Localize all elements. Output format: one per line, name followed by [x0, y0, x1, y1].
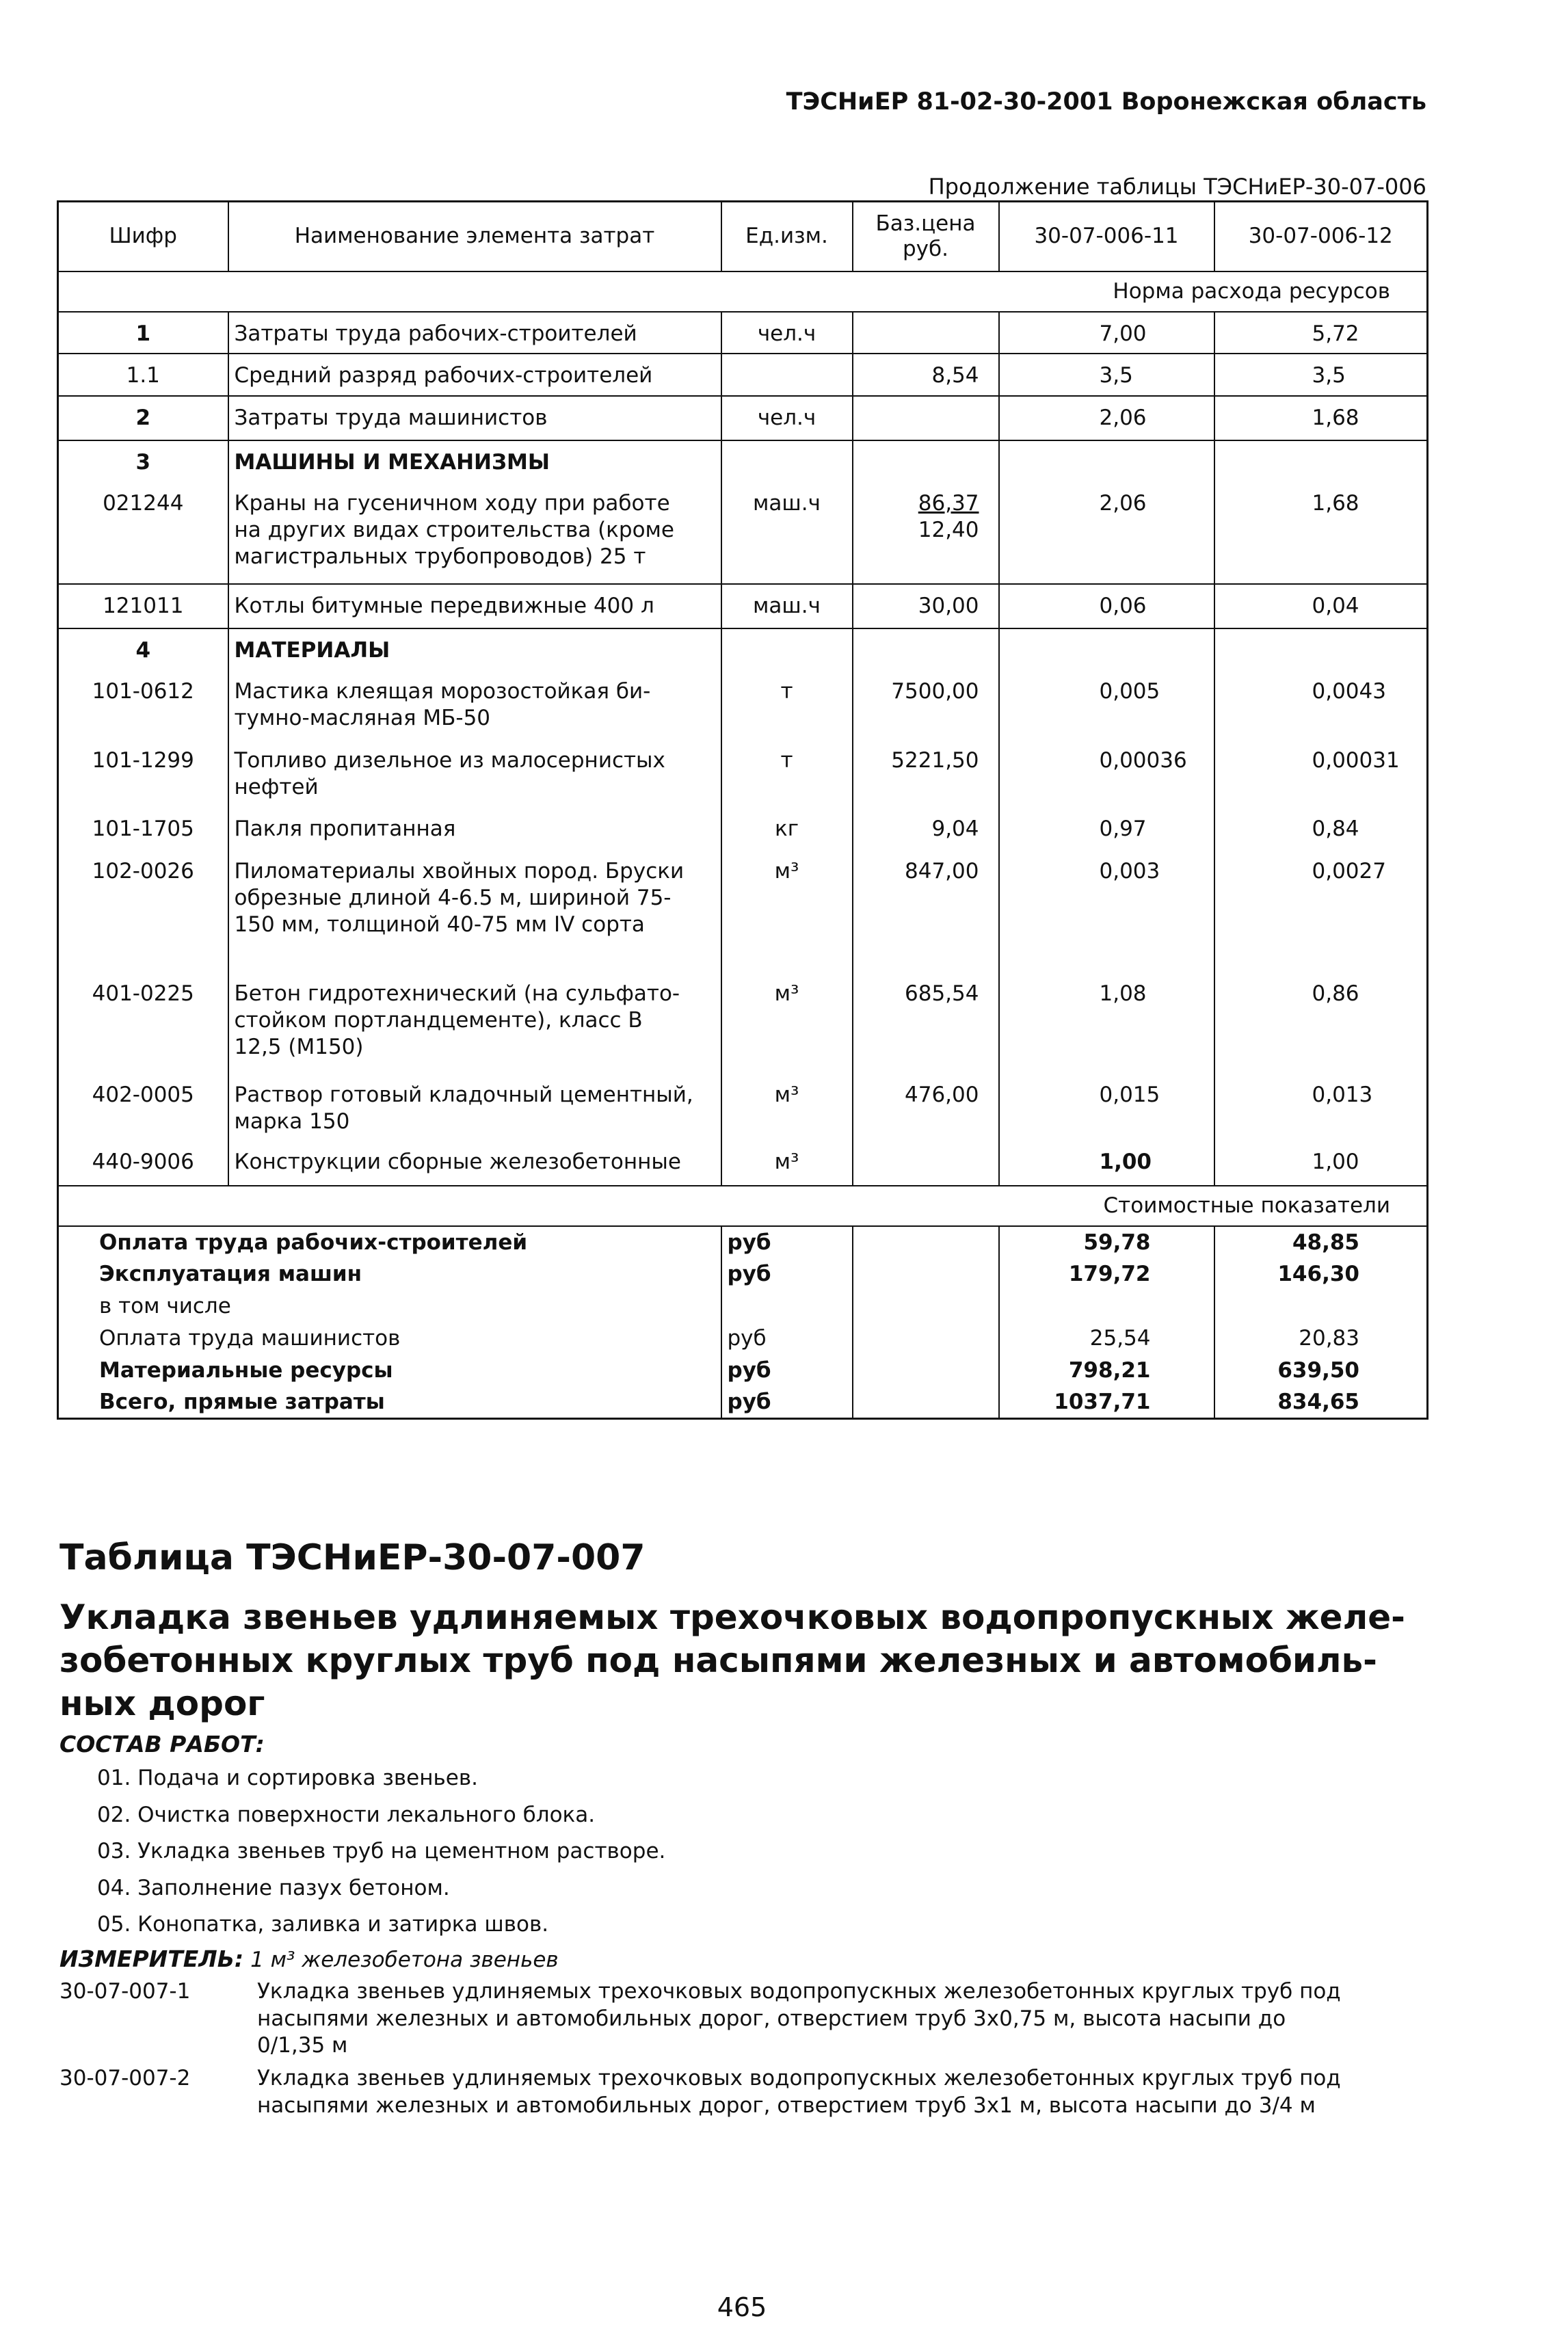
row-code: 1.1	[58, 354, 228, 396]
row-value-12	[1214, 628, 1428, 670]
column-header-unit	[721, 202, 853, 271]
norm-item-code: 30-07-007-1	[59, 1979, 191, 2004]
row-value-12: 5,72	[1214, 312, 1428, 354]
row-name-line: Затраты труда рабочих-строителей	[234, 321, 637, 346]
row-value-11	[999, 628, 1214, 670]
norm-item-description	[257, 1978, 1341, 2060]
row-code: 1	[58, 312, 228, 354]
section-title	[59, 1596, 1405, 1725]
row-unit	[721, 440, 853, 482]
row-code: 102-0026	[58, 850, 228, 972]
row-base-price-line: 685,54	[905, 981, 979, 1006]
row-name-line: магистральных трубопроводов) 25 т	[234, 544, 646, 569]
row-name-line: обрезные длиной 4-6.5 м, шириной 75-	[234, 885, 672, 910]
row-name	[228, 739, 721, 808]
column-header-label: 30-07-006-11	[1034, 224, 1179, 249]
row-unit: чел.ч	[721, 396, 853, 440]
cost-value-11: 25,54	[999, 1323, 1214, 1355]
row-base-price-line: 86,37	[918, 490, 979, 516]
resource-row	[58, 739, 1428, 808]
row-base-price-line: 847,00	[905, 858, 979, 884]
row-code: 440-9006	[58, 1141, 228, 1186]
row-code: 101-0612	[58, 670, 228, 739]
row-name-line: Пиломатериалы хвойных пород. Бруски	[234, 858, 685, 884]
cost-label: Оплата труда рабочих-строителей	[58, 1226, 721, 1258]
row-value-11: 7,00	[999, 312, 1214, 354]
row-name-line: нефтей	[234, 774, 319, 799]
resource-row	[58, 670, 1428, 739]
row-base-price-line: 7500,00	[891, 678, 979, 704]
row-name	[228, 1141, 721, 1186]
cost-section-label: Стоимостные показатели	[58, 1186, 1428, 1226]
column-header-label: 30-07-006-12	[1248, 224, 1393, 249]
row-base-price-line: 9,04	[931, 816, 979, 841]
work-item: 02. Очистка поверхности лекального блока.	[97, 1802, 596, 1827]
row-base-price	[853, 354, 999, 396]
row-code: 101-1299	[58, 739, 228, 808]
row-name-line: Бетон гидротехнический (на сульфато-	[234, 981, 680, 1006]
resource-row	[58, 972, 1428, 1074]
cost-value-12: 20,83	[1214, 1323, 1428, 1355]
row-name-line: Затраты труда машинистов	[234, 405, 548, 430]
row-unit: т	[721, 670, 853, 739]
column-header-norm-12	[1214, 202, 1428, 271]
cost-value-11: 59,78	[999, 1226, 1214, 1258]
cost-value-11: 798,21	[999, 1355, 1214, 1387]
section-row	[58, 628, 1428, 670]
row-value-11: 0,06	[999, 584, 1214, 628]
norm-item-description-line: Укладка звеньев удлиняемых трехочковых водопропускных железобетонных круглых труб под	[257, 2066, 1341, 2091]
row-name	[228, 972, 721, 1074]
row-base-price	[853, 972, 999, 1074]
cost-base-price	[853, 1355, 999, 1387]
row-name-line: МАТЕРИАЛЫ	[234, 637, 390, 663]
row-name	[228, 808, 721, 850]
section-title-line: зобетонных круглых труб под насыпями железных и автомобиль-	[59, 1641, 1377, 1680]
row-value-12: 0,0027	[1214, 850, 1428, 972]
norm-item-description-line: насыпями железных и автомобильных дорог, отверстием труб 3х1 м, высота насыпи до 3/4 м	[257, 2093, 1316, 2118]
row-value-11: 2,06	[999, 396, 1214, 440]
row-value-12: 1,68	[1214, 396, 1428, 440]
cost-value-12: 48,85	[1214, 1226, 1428, 1258]
resource-row	[58, 312, 1428, 354]
resource-row	[58, 850, 1428, 972]
row-base-price	[853, 739, 999, 808]
row-name-line: МАШИНЫ И МЕХАНИЗМЫ	[234, 449, 550, 475]
row-base-price-line: 5221,50	[891, 747, 979, 773]
cost-unit: руб	[721, 1226, 853, 1258]
row-code: 021244	[58, 482, 228, 584]
row-name-line: 150 мм, толщиной 40-75 мм IV сорта	[234, 912, 645, 937]
row-unit: м³	[721, 972, 853, 1074]
row-name	[228, 440, 721, 482]
measure-unit-label: ИЗМЕРИТЕЛЬ:	[59, 1946, 244, 1972]
row-name-line: тумно-масляная МБ-50	[234, 705, 491, 730]
row-value-12: 0,86	[1214, 972, 1428, 1074]
norm-item-code: 30-07-007-2	[59, 2066, 191, 2091]
page-number: 465	[717, 2292, 767, 2322]
cost-unit	[721, 1290, 853, 1323]
row-name	[228, 1074, 721, 1141]
row-unit	[721, 628, 853, 670]
row-value-12: 1,68	[1214, 482, 1428, 584]
row-name-line: Пакля пропитанная	[234, 816, 456, 841]
row-value-11: 3,5	[999, 354, 1214, 396]
resource-row	[58, 396, 1428, 440]
section-row	[58, 440, 1428, 482]
cost-value-12: 146,30	[1214, 1258, 1428, 1290]
row-code: 402-0005	[58, 1074, 228, 1141]
cost-unit: руб	[721, 1258, 853, 1290]
row-value-11: 0,00036	[999, 739, 1214, 808]
cost-value-11: 179,72	[999, 1258, 1214, 1290]
cost-label: Всего, прямые затраты	[58, 1387, 721, 1419]
measure-unit-value: 1 м³ железобетона звеньев	[250, 1948, 559, 1972]
row-base-price-line: 12,40	[918, 517, 979, 542]
norm-item-description	[257, 2065, 1341, 2119]
row-name-line: Краны на гусеничном ходу при работе	[234, 490, 670, 516]
row-value-12: 0,00031	[1214, 739, 1428, 808]
row-name-line: Мастика клеящая морозостойкая би-	[234, 678, 651, 704]
row-value-12	[1214, 440, 1428, 482]
row-value-11: 1,08	[999, 972, 1214, 1074]
row-name	[228, 312, 721, 354]
column-header-norm-11	[999, 202, 1214, 271]
row-name-line: Конструкции сборные железобетонные	[234, 1149, 681, 1174]
work-item: 05. Конопатка, заливка и затирка швов.	[97, 1912, 549, 1937]
cost-value-12: 639,50	[1214, 1355, 1428, 1387]
row-base-price	[853, 1074, 999, 1141]
row-value-11	[999, 440, 1214, 482]
cost-unit: руб	[721, 1355, 853, 1387]
row-name-line: марка 150	[234, 1109, 350, 1134]
row-value-12: 1,00	[1214, 1141, 1428, 1186]
cost-row	[58, 1323, 1428, 1355]
row-name	[228, 628, 721, 670]
work-item: 03. Укладка звеньев труб на цементном растворе.	[97, 1839, 666, 1863]
cost-row	[58, 1226, 1428, 1258]
document-header: ТЭСНиЕР 81-02-30-2001 Воронежская область	[786, 88, 1426, 116]
row-name-line: 12,5 (М150)	[234, 1034, 364, 1059]
row-base-price	[853, 396, 999, 440]
cost-base-price	[853, 1387, 999, 1419]
cost-row	[58, 1290, 1428, 1323]
cost-label: в том числе	[58, 1290, 721, 1323]
column-header-code	[58, 202, 228, 271]
row-base-price	[853, 850, 999, 972]
resource-row	[58, 1074, 1428, 1141]
works-list	[97, 1760, 665, 1943]
row-code: 121011	[58, 584, 228, 628]
row-unit: м³	[721, 1074, 853, 1141]
row-value-11: 1,00	[999, 1141, 1214, 1186]
norm-item-description-line: 0/1,35 м	[257, 2033, 348, 2058]
row-code: 4	[58, 628, 228, 670]
cost-value-11	[999, 1290, 1214, 1323]
row-base-price	[853, 312, 999, 354]
column-header-base-price	[853, 202, 999, 271]
resource-row	[58, 808, 1428, 850]
row-value-12: 0,84	[1214, 808, 1428, 850]
row-name	[228, 850, 721, 972]
row-value-11: 0,005	[999, 670, 1214, 739]
row-name-line: Раствор готовый кладочный цементный,	[234, 1082, 693, 1107]
table-title: Таблица ТЭСНиЕР-30-07-007	[59, 1537, 646, 1578]
cost-unit: руб	[721, 1387, 853, 1419]
row-code: 2	[58, 396, 228, 440]
norm-section-label: Норма расхода ресурсов	[58, 271, 1428, 312]
cost-value-12: 834,65	[1214, 1387, 1428, 1419]
row-value-11: 0,97	[999, 808, 1214, 850]
row-base-price-line: 30,00	[918, 593, 979, 618]
works-label: СОСТАВ РАБОТ:	[59, 1731, 265, 1757]
cost-value-11: 1037,71	[999, 1387, 1214, 1419]
row-base-price	[853, 584, 999, 628]
row-base-price-line: 8,54	[931, 362, 979, 388]
row-code: 401-0225	[58, 972, 228, 1074]
row-value-12: 0,04	[1214, 584, 1428, 628]
norm-item-description-line: Укладка звеньев удлиняемых трехочковых водопропускных железобетонных круглых труб под	[257, 1979, 1341, 2004]
column-header-label: Ед.изм.	[745, 224, 828, 249]
row-value-11: 2,06	[999, 482, 1214, 584]
row-value-12: 3,5	[1214, 354, 1428, 396]
row-unit: м³	[721, 850, 853, 972]
row-unit: кг	[721, 808, 853, 850]
row-base-price	[853, 808, 999, 850]
work-item: 01. Подача и сортировка звеньев.	[97, 1766, 478, 1790]
resource-row	[58, 354, 1428, 396]
section-title-line: Укладка звеньев удлиняемых трехочковых водопропускных желе-	[59, 1597, 1405, 1637]
row-base-price	[853, 628, 999, 670]
resource-row	[58, 584, 1428, 628]
row-base-price	[853, 670, 999, 739]
row-name	[228, 584, 721, 628]
row-base-price-line: 476,00	[905, 1082, 979, 1107]
cost-row	[58, 1258, 1428, 1290]
cost-base-price	[853, 1323, 999, 1355]
cost-base-price	[853, 1258, 999, 1290]
section-title-line: ных дорог	[59, 1684, 265, 1723]
row-unit: чел.ч	[721, 312, 853, 354]
cost-unit: руб	[721, 1323, 853, 1355]
column-header-label: Баз.цена	[875, 211, 976, 236]
column-header-name	[228, 202, 721, 271]
row-value-11: 0,015	[999, 1074, 1214, 1141]
row-code: 3	[58, 440, 228, 482]
row-name	[228, 354, 721, 396]
norm-item-description-line: насыпями железных и автомобильных дорог, отверстием труб 3х0,75 м, высота насыпи до	[257, 2006, 1286, 2031]
resource-table	[57, 200, 1429, 1420]
row-base-price	[853, 482, 999, 584]
table-continuation-note: Продолжение таблицы ТЭСНиЕР-30-07-006	[928, 174, 1426, 200]
cost-label: Оплата труда машинистов	[58, 1323, 721, 1355]
row-unit: м³	[721, 1141, 853, 1186]
cost-base-price	[853, 1226, 999, 1258]
norm-section-row	[58, 271, 1428, 312]
measure-unit	[59, 1946, 559, 1977]
row-value-12: 0,0043	[1214, 670, 1428, 739]
row-name	[228, 396, 721, 440]
row-value-11: 0,003	[999, 850, 1214, 972]
row-name-line: Средний разряд рабочих-строителей	[234, 362, 653, 388]
row-name-line: Котлы битумные передвижные 400 л	[234, 593, 654, 618]
cost-label: Эксплуатация машин	[58, 1258, 721, 1290]
resource-row	[58, 482, 1428, 584]
row-name	[228, 670, 721, 739]
table-header-row	[58, 202, 1428, 271]
row-name-line: на других видах строительства (кроме	[234, 517, 675, 542]
cost-row	[58, 1387, 1428, 1419]
row-base-price	[853, 1141, 999, 1186]
cost-label: Материальные ресурсы	[58, 1355, 721, 1387]
row-unit: маш.ч	[721, 482, 853, 584]
row-unit: т	[721, 739, 853, 808]
cost-base-price	[853, 1290, 999, 1323]
resource-row	[58, 1141, 1428, 1186]
column-header-label: Шифр	[109, 224, 177, 249]
row-name	[228, 482, 721, 584]
row-value-12: 0,013	[1214, 1074, 1428, 1141]
cost-row	[58, 1355, 1428, 1387]
column-header-label: руб.	[903, 236, 948, 261]
row-unit: маш.ч	[721, 584, 853, 628]
row-code: 101-1705	[58, 808, 228, 850]
cost-section-row	[58, 1186, 1428, 1226]
cost-value-12	[1214, 1290, 1428, 1323]
row-unit	[721, 354, 853, 396]
row-name-line: Топливо дизельное из малосернистых	[234, 747, 665, 773]
column-header-label: Наименование элемента затрат	[294, 224, 655, 249]
row-base-price	[853, 440, 999, 482]
work-item: 04. Заполнение пазух бетоном.	[97, 1875, 450, 1900]
row-name-line: стойком портландцементе), класс В	[234, 1007, 643, 1033]
